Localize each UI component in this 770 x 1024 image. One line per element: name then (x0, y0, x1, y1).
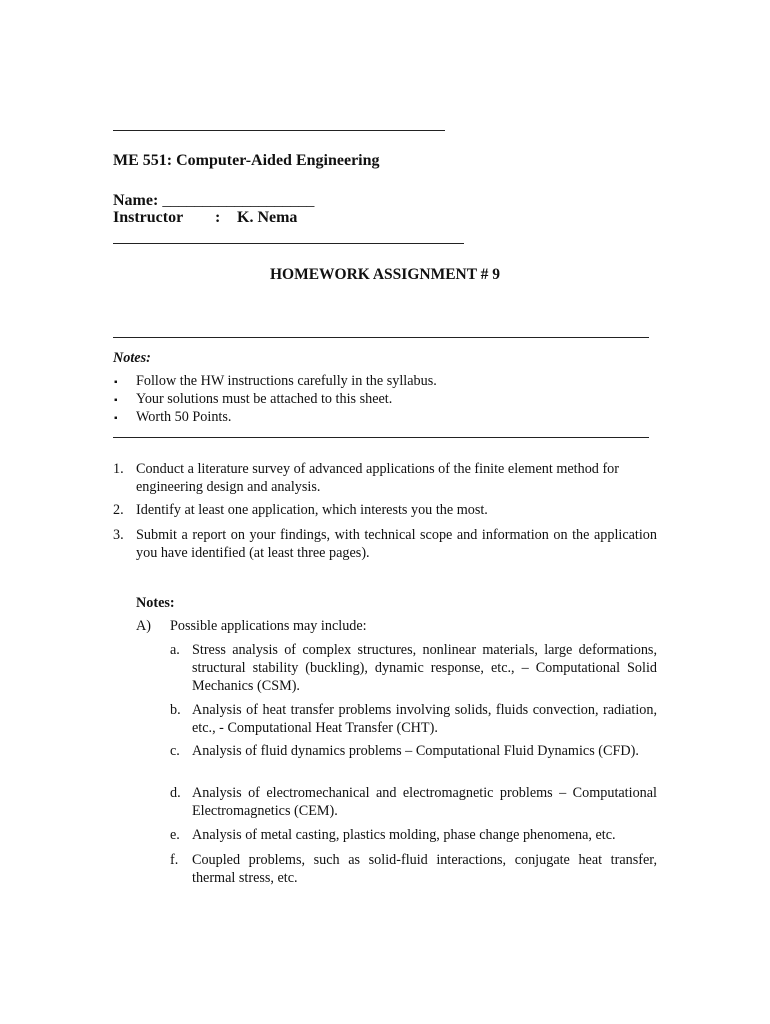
notes-bottom-rule (113, 437, 649, 438)
application-text: Analysis of heat transfer problems involving solids, fluids convection, radiation, etc., - Computational Heat Transfer (CHT). (192, 702, 657, 736)
application-label: f. (170, 852, 179, 868)
application-text: Analysis of electromechanical and electromagnetic problems – Computational Electromagnetics (CEM). (192, 785, 657, 819)
task-number: 1. (113, 461, 124, 477)
assignment-title: HOMEWORK ASSIGNMENT # 9 (269, 266, 501, 283)
application-label: e. (170, 827, 180, 843)
notes-subheading: Notes: (136, 595, 175, 611)
notes-top-rule (113, 337, 649, 338)
list-item: Your solutions must be attached to this sheet. (136, 391, 393, 407)
instructor-label: Instructor (113, 209, 184, 226)
name-line (113, 192, 314, 210)
header-rule (113, 243, 464, 244)
application-label: c. (170, 743, 180, 759)
task-number: 3. (113, 527, 124, 543)
task-text: Identify at least one application, which interests you the most. (136, 502, 488, 518)
application-label: b. (170, 702, 181, 718)
applications-label: A) (136, 618, 151, 634)
applications-text: Possible applications may include: (170, 618, 367, 634)
application-text: Coupled problems, such as solid-fluid interactions, conjugate heat transfer, thermal stress, etc. (192, 852, 657, 886)
bullet-icon: ▪ (114, 413, 118, 424)
notes-heading: Notes: (113, 350, 151, 366)
name-label: Name: (113, 192, 159, 209)
application-text: Analysis of fluid dynamics problems – Computational Fluid Dynamics (CFD). (192, 743, 639, 759)
list-item: Follow the HW instructions carefully in the syllabus. (136, 373, 437, 389)
list-item: Worth 50 Points. (136, 409, 232, 425)
application-text: Analysis of metal casting, plastics molding, phase change phenomena, etc. (192, 827, 616, 843)
task-text: Conduct a literature survey of advanced applications of the finite element method for engineering design and analysis. (136, 461, 619, 495)
application-label: a. (170, 642, 180, 658)
bullet-icon: ▪ (114, 395, 118, 406)
top-rule (113, 130, 445, 131)
instructor-value: K. Nema (237, 209, 298, 226)
instructor-separator: : (215, 209, 221, 226)
task-number: 2. (113, 502, 124, 518)
bullet-icon: ▪ (114, 377, 118, 388)
application-text: Stress analysis of complex structures, nonlinear materials, large deformations, structural stability (buckling), dynamic response, etc., – Computational Solid Mechanics (CSM). (192, 642, 657, 694)
notes-bullet-list (0, 372, 770, 428)
name-blank: ___________________ (162, 192, 315, 209)
course-title: ME 551: Computer-Aided Engineering (113, 152, 380, 169)
instructor-line (113, 209, 413, 227)
application-label: d. (170, 785, 181, 801)
task-text: Submit a report on your findings, with technical scope and information on the application you have identified (at least three pages). (136, 527, 657, 561)
